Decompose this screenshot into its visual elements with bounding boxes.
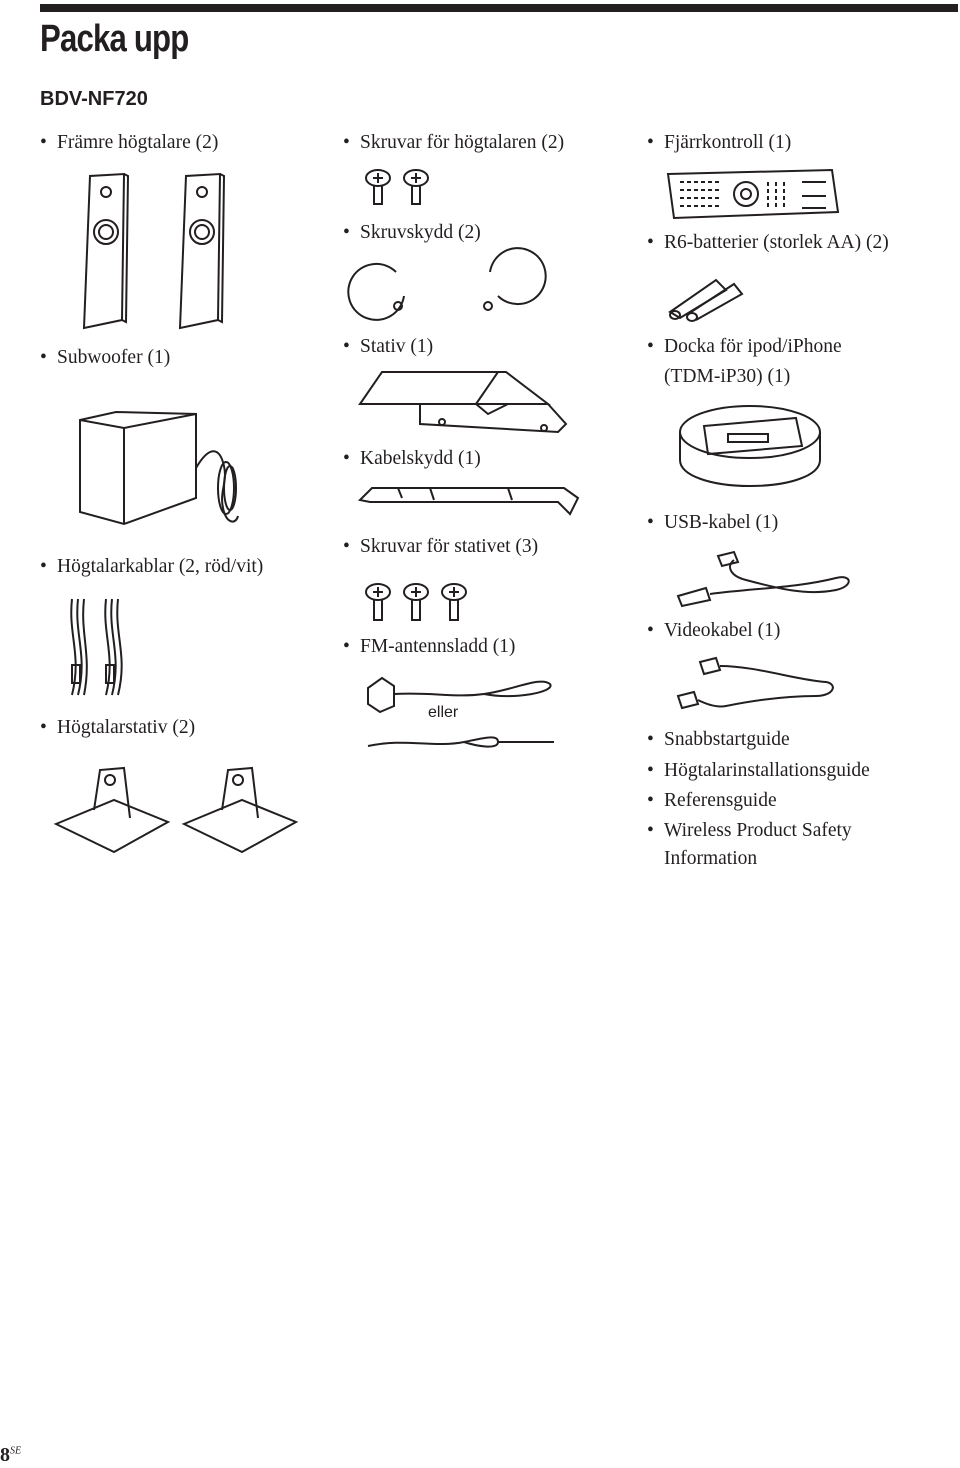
stand-icon bbox=[358, 368, 568, 438]
cable-cover-icon bbox=[358, 484, 580, 516]
item-speaker-cables: • Högtalarkablar (2, röd/vit) bbox=[40, 556, 264, 577]
header-rule bbox=[40, 4, 958, 12]
item-stand: • Stativ (1) bbox=[343, 336, 434, 357]
item-subwoofer: • Subwoofer (1) bbox=[40, 347, 171, 368]
item-speaker-screws: • Skruvar för högtalaren (2) bbox=[343, 132, 565, 153]
subwoofer-icon bbox=[78, 408, 246, 536]
screw-cover-icon bbox=[360, 258, 520, 320]
fm-antenna-or-label: eller bbox=[428, 704, 459, 721]
screw-icon bbox=[364, 582, 474, 622]
item-cable-cover: • Kabelskydd (1) bbox=[343, 448, 481, 469]
front-speaker-icon bbox=[76, 170, 236, 330]
page-title: Packa upp bbox=[40, 18, 189, 60]
item-dock: • Docka för ipod/iPhone (TDM-iP30) (1) bbox=[647, 336, 842, 387]
cable-coil-icon bbox=[66, 595, 136, 701]
item-speaker-stands: • Högtalarstativ (2) bbox=[40, 717, 196, 738]
item-quick-start: • Snabbstartguide bbox=[647, 729, 790, 750]
antenna-icon bbox=[364, 672, 558, 766]
item-front-speakers: • Främre högtalare (2) bbox=[40, 132, 219, 153]
video-cable-icon bbox=[676, 656, 838, 720]
item-usb-cable: • USB-kabel (1) bbox=[647, 512, 779, 533]
battery-icon bbox=[666, 276, 746, 320]
page-number: $8^{SE}$ bbox=[0, 1444, 22, 1466]
speaker-stand-icon bbox=[54, 760, 298, 854]
item-speaker-install: • Högtalarinstallationsguide bbox=[647, 760, 870, 781]
dock-icon bbox=[678, 404, 822, 488]
item-screw-covers: • Skruvskydd (2) bbox=[343, 222, 481, 243]
item-fm-antenna: • FM-antennsladd (1) bbox=[343, 636, 516, 657]
item-stand-screws: • Skruvar för stativet (3) bbox=[343, 536, 539, 557]
usb-cable-icon bbox=[676, 548, 856, 612]
item-remote: • Fjärrkontroll (1) bbox=[647, 132, 792, 153]
item-reference: • Referensguide bbox=[647, 790, 777, 811]
screw-icon bbox=[364, 168, 434, 206]
remote-icon bbox=[666, 168, 840, 220]
item-safety: • Wireless Product Safety Information bbox=[647, 820, 852, 869]
item-video-cable: • Videokabel (1) bbox=[647, 620, 781, 641]
item-batteries: • R6-batterier (storlek AA) (2) bbox=[647, 232, 889, 253]
model-name: BDV-NF720 bbox=[40, 88, 148, 110]
